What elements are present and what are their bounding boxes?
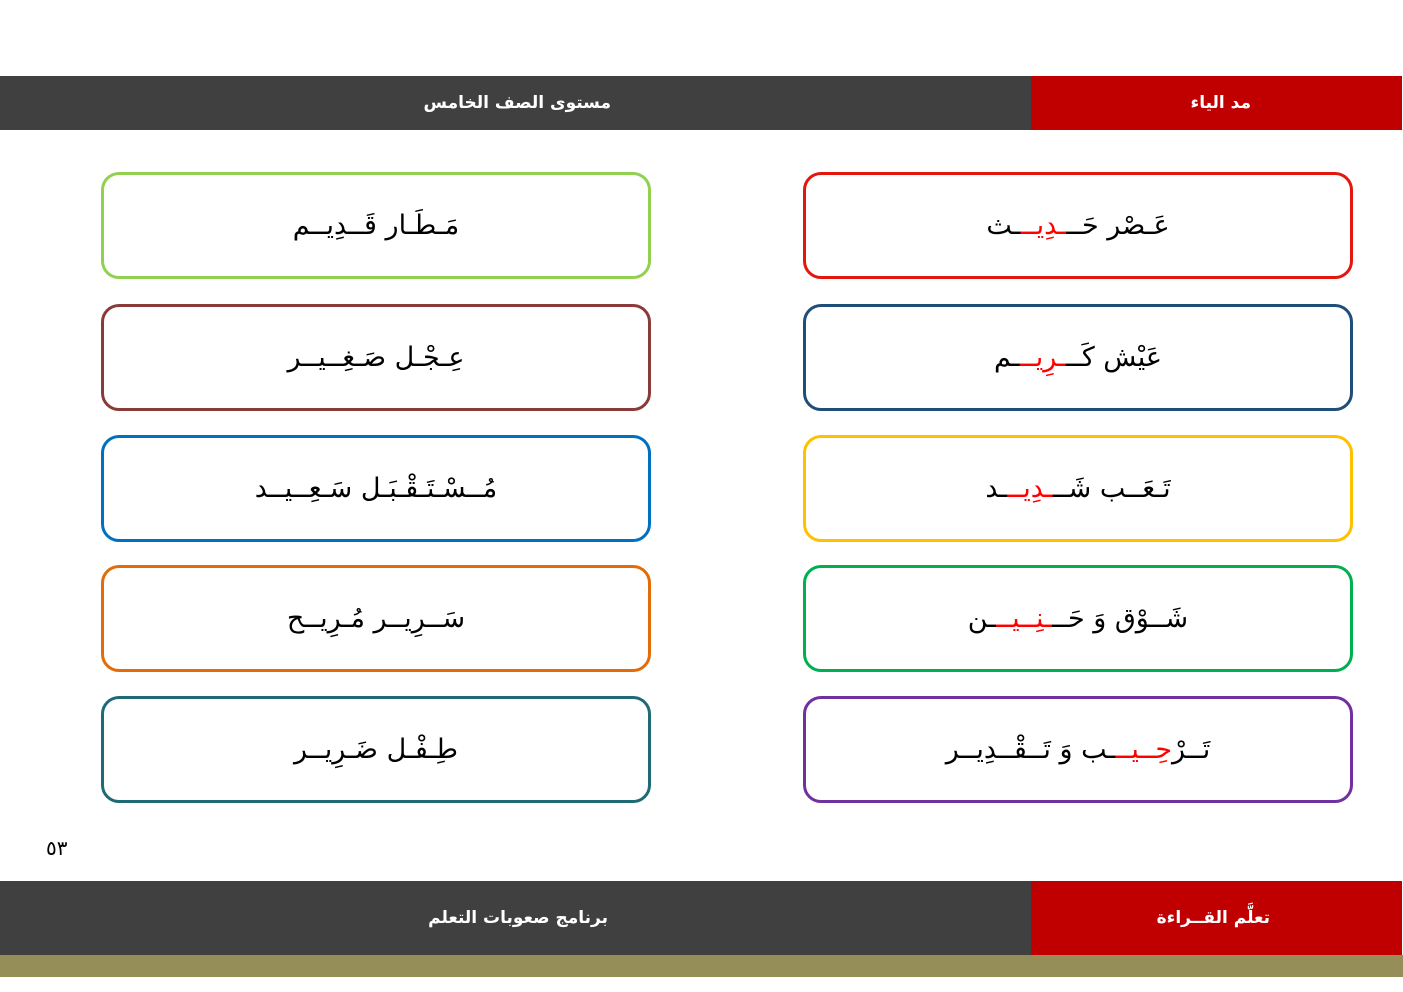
- phrase-card: [101, 435, 651, 542]
- phrase-card: [803, 696, 1353, 803]
- phrase-card: [101, 172, 651, 279]
- series-name: تعلَّم القــراءة: [1156, 908, 1270, 928]
- phrase-text: مُــسْـتَـقْـبَـل سَـعِــيــد: [254, 473, 498, 504]
- phrase-text: سَــرِيــر مُـرِيــح: [286, 603, 466, 634]
- phrase-card: [803, 172, 1353, 279]
- lesson-topic-title: مد الياء: [1190, 93, 1251, 113]
- phrase-text: عِـجْـل صَـغِــيــر: [287, 342, 465, 373]
- program-name: برنامج صعوبات التعلم: [428, 908, 608, 928]
- footer-band: [0, 881, 1403, 955]
- phrase-card: [101, 696, 651, 803]
- phrase-text: تَــرْحِــيـــب وَ تَــقْــدِيــر: [945, 734, 1211, 765]
- phrase-text: مَـطَـار قَــدِيــم: [292, 210, 460, 241]
- phrase-card: [101, 304, 651, 411]
- phrase-card: [101, 565, 651, 672]
- phrase-text: تَـعَــب شَـــدِيـــد: [985, 473, 1171, 504]
- phrase-text: عَـصْر حَـــدِيـــث: [986, 210, 1170, 241]
- highlighted-syllable: حِــيــ: [1115, 734, 1173, 765]
- page-number: ٥٣: [46, 836, 68, 860]
- phrase-card: [803, 565, 1353, 672]
- grade-level-title: مستوى الصف الخامس: [423, 93, 611, 113]
- highlighted-syllable: ـدِيــ: [1020, 210, 1067, 241]
- phrase-text: طِـفْـل ضَـرِيــر: [294, 734, 458, 765]
- header-band: [0, 76, 1403, 130]
- phrase-card: [803, 435, 1353, 542]
- phrase-text: شَــوْق وَ حَـــنِــيـــن: [967, 603, 1189, 634]
- highlighted-syllable: ـرِيــ: [1019, 342, 1067, 373]
- phrase-card: [803, 304, 1353, 411]
- highlighted-syllable: ـدِيــ: [1007, 473, 1053, 504]
- highlighted-syllable: ـنِــيــ: [996, 603, 1053, 634]
- phrase-text: عَيْش كَـــرِيـــم: [994, 342, 1162, 373]
- footer-olive-strip: [0, 955, 1403, 977]
